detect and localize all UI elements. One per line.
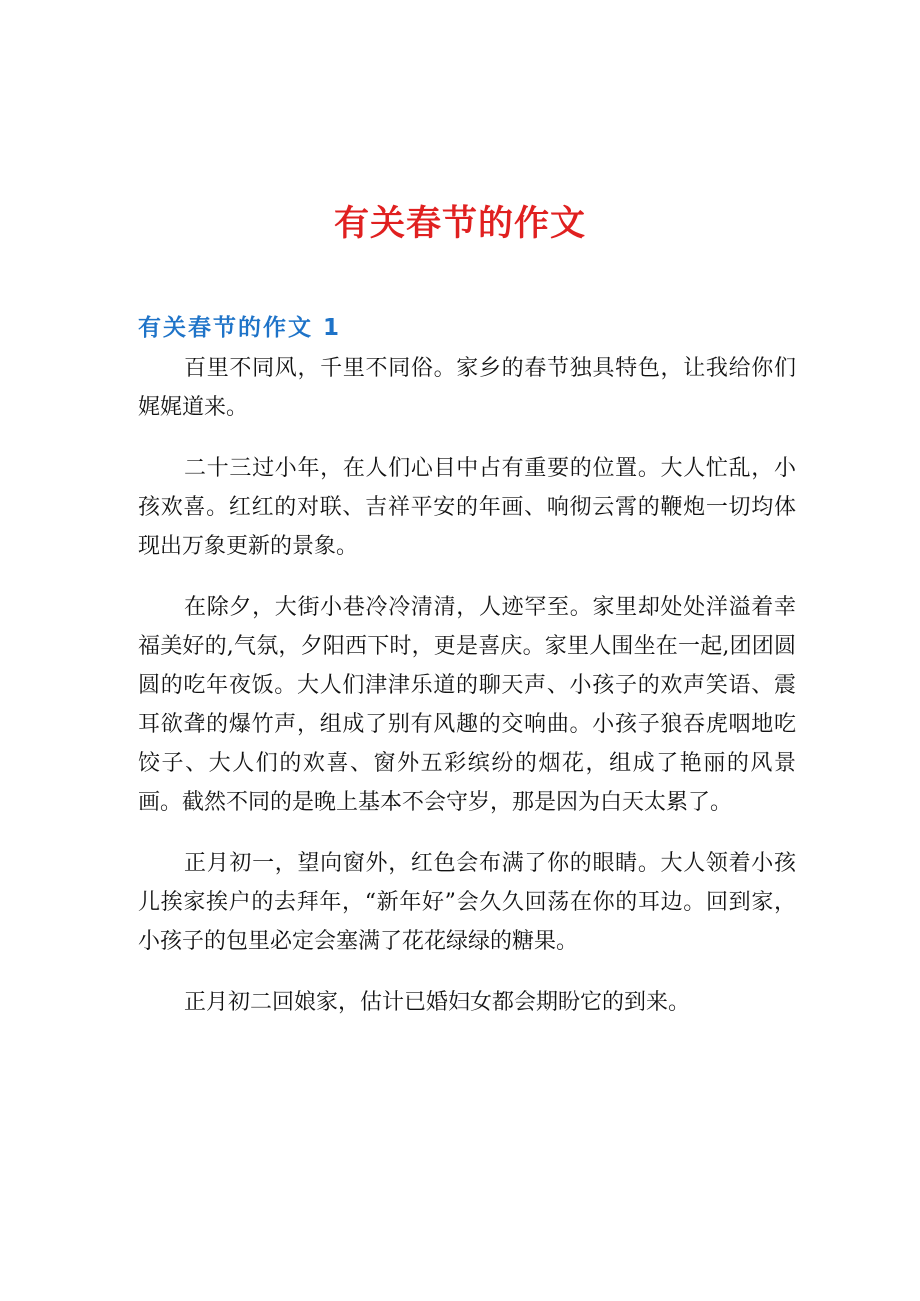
paragraph-2: 二十三过小年，在人们心目中占有重要的位置。大人忙乱，小孩欢喜。红红的对联、吉祥平安的年画、响彻云霄的鞭炮一切均体现出万象更新的景象。 (138, 456, 796, 559)
paragraph-4: 正月初一，望向窗外，红色会布满了你的眼睛。大人领着小孩儿挨家挨户的去拜年，“新年好”会久久回荡在你的耳边。回到家，小孩子的包里必定会塞满了花花绿绿的糖果。 (138, 851, 796, 954)
section-heading: 有关春节的作文 1 (138, 315, 342, 342)
paragraph-3: 在除夕，大街小巷冷冷清清，人迹罕至。家里却处处洋溢着幸福美好的,气氛，夕阳西下时，更是喜庆。家里人围坐在一起,团团圆圆的吃年夜饭。大人们津津乐道的聊天声、小孩子的欢声笑语、震耳欲聋的爆竹声，组成了别有风趣的交响曲。小孩子狼吞虎咽地吃饺子、大人们的欢喜、窗外五彩缤纷的烟花，组成了艳丽的风景画。截然不同的是晚上基本不会守岁，那是因为白天太累了。 (138, 595, 796, 815)
paragraph-5: 正月初二回娘家，估计已婚妇女都会期盼它的到来。 (184, 990, 691, 1015)
paragraph-1: 百里不同风，千里不同俗。家乡的春节独具特色，让我给你们娓娓道来。 (138, 356, 796, 420)
document-title: 有关春节的作文 (333, 203, 586, 245)
essay-body (138, 349, 796, 1044)
